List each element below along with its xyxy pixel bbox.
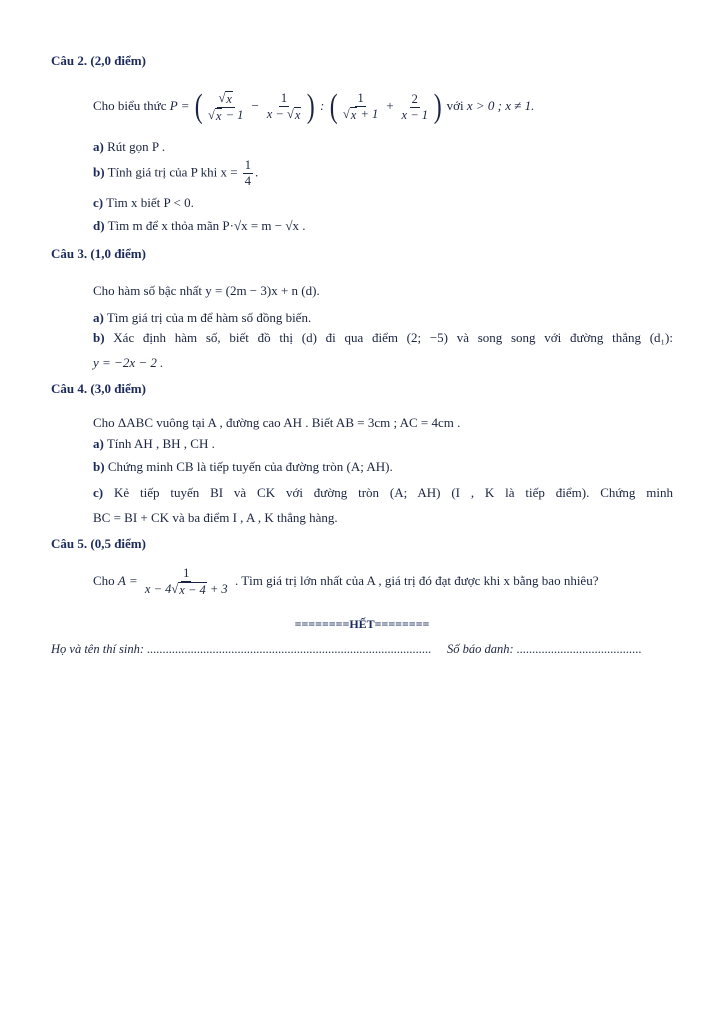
q5-statement [93,566,598,598]
end-marker: ========HẾT======== [294,617,430,631]
q3-part-b [93,330,673,346]
q2-intro: Cho biểu thức [93,97,167,113]
q3-a-text: Tìm giá trị của m để hàm số đồng biến. [106,310,312,325]
q4-part-c [93,485,673,501]
q5-intro: Cho [93,572,115,588]
q2-formula: P = ( √ x √ x − 1 − 1 x − √ x ) : ( 1 √ x + 1 + $\frac{2}{x - 1}$ ) [169,88,442,125]
q2-part-a [93,139,165,155]
q3-b-continuation: y = −2x − 2 . [93,355,164,370]
q3-a-label: a) [93,310,104,325]
q4-a-label: a) [93,436,104,451]
q4-b-label: b) [93,459,105,474]
q2-part-b: b) Tính giá trị của P khi x = $\frac{1}{4}$ . [93,158,259,188]
q4-a-text: Tính AH , BH , CH . [106,436,215,451]
q4-intro: Cho ΔABC vuông tại A , đường cao AH . Biết AB = 3cm ; AC = 4cm . [93,415,461,430]
candidate-id-field: Số báo danh: ........................................ [447,642,642,656]
q3-heading: Câu 3. (1,0 điểm) [51,246,146,261]
q2-b-label: b) [93,164,105,180]
q2-a-label: a) [93,139,104,154]
q4-heading: Câu 4. (3,0 điểm) [51,381,146,396]
q2-d-text: Tìm m để x thỏa mãn P·√x = m − √x . [107,218,306,233]
q3-intro: Cho hàm số bậc nhất y = (2m − 3)x + n (d). [93,283,320,298]
q4-c-text: Kẻ tiếp tuyến BI và CK với đường tròn (A; AH) (I , K là tiếp điểm). Chứng minh [113,485,673,500]
q5-text: . Tìm giá trị lớn nhất của A , giá trị đó đạt được khi x bằng bao nhiêu? [234,572,599,588]
q5-formula: A = 1 x − 4 √ x − 4 + 3 [117,566,228,597]
q2-a-text: Rút gọn P . [107,139,166,154]
q3-b-label: b) [93,330,105,345]
q4-b-text: Chứng minh CB là tiếp tuyến của đường tròn (A; AH). [107,459,393,474]
q2-part-d [93,218,306,234]
q2-condition-word: với [446,97,464,113]
q2-c-label: c) [93,195,104,210]
q4-c-continuation: BC = BI + CK và ba điểm I , A , K thẳng hàng. [93,510,338,525]
q2-condition: x > 0 ; x ≠ 1. [466,97,535,113]
q2-b-text: Tính giá trị của P khi x = [107,164,238,180]
q4-part-a [93,436,215,452]
q3-part-a [93,310,311,326]
q3-b-text: Xác định hàm số, biết đồ thị (d) đi qua điểm (2; −5) và song song với đường thẳng (d₁): [113,330,673,345]
q5-heading: Câu 5. (0,5 điểm) [51,536,146,551]
q2-c-text: Tìm x biết P < 0. [106,195,194,210]
q4-c-label: c) [93,485,104,500]
q2-expression-line [93,90,534,124]
q2-b-fraction: $\frac{1}{4}$ [244,158,252,188]
q2-part-c [93,195,194,211]
q2-heading: Câu 2. (2,0 điểm) [51,53,146,68]
q4-part-b [93,459,393,475]
q2-d-label: d) [93,218,105,233]
candidate-name-field: Họ và tên thí sinh: ........................................................................................... [51,642,432,656]
